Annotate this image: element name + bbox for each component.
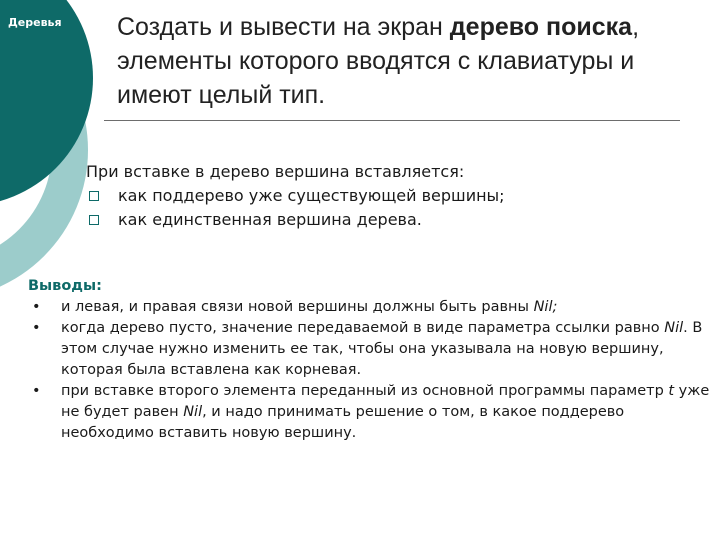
title-bold: дерево поиска — [449, 13, 633, 41]
conclusions-heading: Выводы: — [28, 278, 102, 294]
insertion-intro: При вставке в дерево вершина вставляется: — [86, 162, 465, 181]
conclusions-block — [28, 276, 713, 444]
list-item — [86, 184, 706, 208]
list-item — [28, 297, 713, 318]
item-text: и левая, и правая связи новой вершины должны быть равны — [61, 299, 534, 315]
square-bullet-icon — [89, 191, 99, 201]
list-item-text: как единственная вершина дерева. — [118, 210, 422, 229]
slide-title — [117, 10, 687, 112]
section-label: Деревья — [8, 16, 62, 29]
item-text-continued: уже не будет равен — [61, 383, 710, 420]
title-divider — [104, 120, 680, 121]
list-item — [28, 381, 713, 444]
item-text: когда дерево пусто, значение передаваемой в виде параметра ссылки равно — [61, 320, 665, 336]
item-text: при вставке второго элемента переданный из основной программы параметр — [61, 383, 669, 399]
item-emphasis: t — [668, 383, 675, 399]
square-bullet-icon — [89, 215, 99, 225]
item-text-continued: . В этом случае нужно изменить ее так, чтобы она указывала на новую вершину, которая была вставлена как корневая. — [61, 320, 703, 378]
item-emphasis: Nil; — [533, 299, 558, 315]
list-item — [28, 318, 713, 381]
item-emphasis: Nil — [664, 320, 684, 336]
insertion-list — [86, 184, 706, 232]
title-part-1: Создать и вывести на экран — [117, 13, 450, 41]
list-item-text: как поддерево уже существующей вершины; — [118, 186, 505, 205]
title-part-2: , элементы которого вводятся с клавиатуры и имеют целый тип. — [117, 13, 640, 109]
bullet-icon: • — [32, 320, 41, 336]
bullet-icon: • — [32, 383, 41, 399]
insertion-block — [86, 160, 706, 232]
item-text-end: , и надо принимать решение о том, в какое поддерево необходимо вставить новую вершину. — [61, 404, 625, 441]
conclusions-list — [28, 297, 713, 444]
item-emphasis-2: Nil — [183, 404, 203, 420]
list-item — [86, 208, 706, 232]
bullet-icon: • — [32, 299, 41, 315]
